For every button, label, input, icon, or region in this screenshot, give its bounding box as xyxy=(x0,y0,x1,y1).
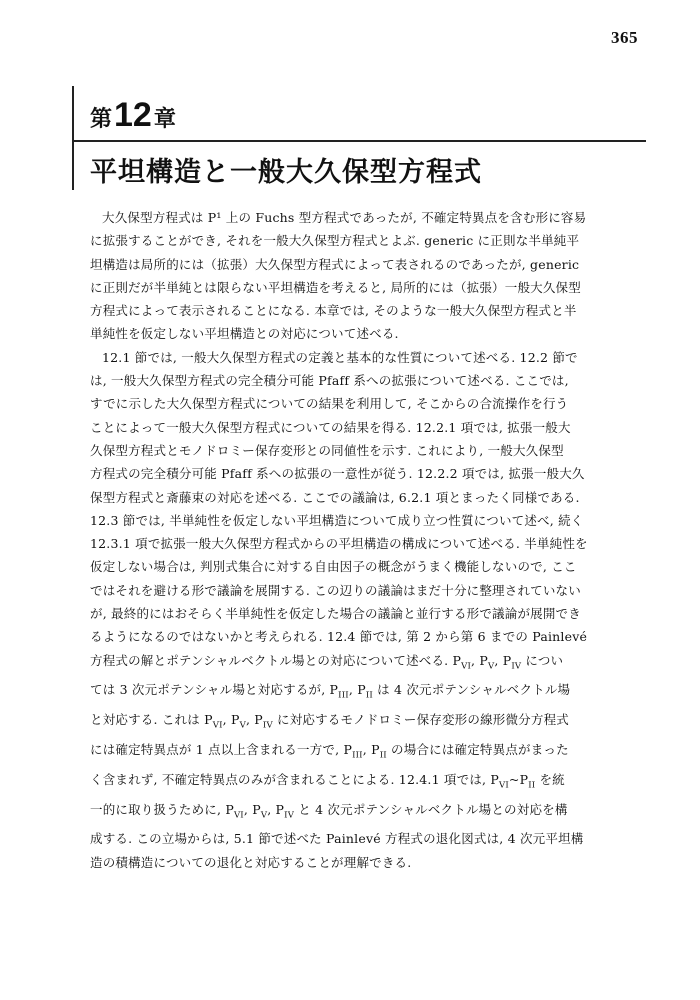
body-line: く含まれず, 不確定特異点のみが含まれることによる. 12.4.1 項では, $P_{VI}\sim P_{II}$ を統 xyxy=(90,771,565,791)
chapter-prefix: 第 xyxy=(90,107,113,132)
subscript: II xyxy=(365,690,373,701)
body-line: 一的に取り扱うために, $P_{VI}$, $P_V$, $P_{IV}$ と 4 次元ポテンシャルベクトル場との対応を構 xyxy=(90,801,568,821)
body-line: に拡張することができ, それを一般大久保型方程式とよぶ. generic に正則な半単純平 xyxy=(90,233,580,249)
page-number: 365 xyxy=(611,28,638,47)
body-line: 久保型方程式とモノドロミー保存変形との同値性を示す. これにより, 一般大久保型 xyxy=(90,442,564,458)
body-line: が, 最終的にはおそらく半単純性を仮定した場合の議論と並行する形で議論が展開でき xyxy=(90,606,581,622)
subscript: VI xyxy=(233,810,244,821)
body-line: 造の積構造についての退化と対応することが理解できる. xyxy=(90,854,412,870)
body-line: るようになるのではないかと考えられる. 12.4 節では, 第 2 から第 6 までの Painlevé xyxy=(90,629,588,645)
subscript: VI xyxy=(498,780,509,791)
subscript: V xyxy=(239,720,246,731)
body-line: 成する. この立場からは, 5.1 節で述べた Painlevé 方程式の退化図式は, 4 次元平坦構 xyxy=(90,831,584,847)
subscript: V xyxy=(488,661,495,672)
chapter-vertical-rule xyxy=(72,86,74,190)
subscript: VI xyxy=(461,661,472,672)
body-line: 坦構造は局所的には（拡張）大久保型方程式によって表されるのであったが, generic xyxy=(90,256,580,272)
chapter-suffix: 章 xyxy=(153,107,176,132)
subscript: V xyxy=(260,810,268,821)
chapter-number: 12 xyxy=(114,96,152,134)
body-line: 12.3 節では, 半単純性を仮定しない平坦構造について成り立つ性質について述べ, 続く xyxy=(90,512,584,528)
body-line: 保型方程式と斎藤束の対応を述べる. ここでの議論は, 6.2.1 項とまったく同様である. xyxy=(90,489,580,505)
body-line: ことによって一般大久保型方程式についての結果を得る. 12.2.1 項では, 拡張一般大 xyxy=(90,419,571,435)
body-line: 12.3.1 項で拡張一般大久保型方程式からの平坦構造の構成について述べる. 半単純性を xyxy=(90,536,588,552)
subscript: III xyxy=(352,750,363,761)
body-line: 大久保型方程式は P¹ 上の Fuchs 型方程式であったが, 不確定特異点を含む形に容易 xyxy=(102,210,587,225)
body-line: ては 3 次元ポテンシャル場と対応するが, $P_{III}$, $P_{II}$ は 4 次元ポテンシャルベクトル場 xyxy=(90,682,571,701)
subscript: IV xyxy=(284,810,295,821)
body-line: には確定特異点が 1 点以上含まれる一方で, $P_{III}$, $P_{II}$ の場合には確定特異点がまった xyxy=(90,742,569,761)
body-line: すでに示した大久保型方程式についての結果を利用して, そこからの合流操作を行う xyxy=(90,396,569,412)
body-line: に正則だが半単純とは限らない平坦構造を考えると, 局所的には（拡張）一般大久保型 xyxy=(90,279,581,295)
subscript: IV xyxy=(262,720,273,731)
body-line: と対応する. これは $P_{VI}$, $P_V$, $P_{IV}$ に対応するモノドロミー保存変形の線形微分方程式 xyxy=(90,712,569,731)
body-line: 方程式の完全積分可能 Pfaff 系への拡張の一意性が従う. 12.2.2 項では, 拡張一般大久 xyxy=(90,466,585,482)
body-line: 方程式の解とポテンシャルベクトル場との対応について述べる. $P_{VI}$, $P_V$, $P_{IV}$ につい xyxy=(90,652,564,672)
body-line: 方程式によって表示されることになる. 本章では, そのような一般大久保型方程式と半 xyxy=(90,303,577,319)
subscript: III xyxy=(338,690,349,701)
body-line: ではそれを避ける形で議論を展開する. この辺りの議論はまだ十分に整理されていない xyxy=(90,582,581,598)
subscript: IV xyxy=(511,661,522,672)
body-line: 単純性を仮定しない平坦構造との対応について述べる. xyxy=(90,326,399,342)
body-line: 仮定しない場合は, 判別式集合に対する自由因子の概念がうまく機能しないので, ここ xyxy=(90,559,577,575)
chapter-label xyxy=(90,96,176,135)
subscript: II xyxy=(528,780,536,791)
subscript: II xyxy=(379,750,387,761)
subscript: VI xyxy=(212,720,223,731)
body-line: は, 一般大久保型方程式の完全積分可能 Pfaff 系への拡張について述べる. ここでは, xyxy=(90,373,569,389)
body-text xyxy=(90,206,638,874)
chapter-title: 平坦構造と一般大久保型方程式 xyxy=(90,157,482,188)
chapter-horizontal-rule xyxy=(72,140,646,142)
body-line: 12.1 節では, 一般大久保型方程式の定義と基本的な性質について述べる. 12.2 節で xyxy=(102,349,578,365)
